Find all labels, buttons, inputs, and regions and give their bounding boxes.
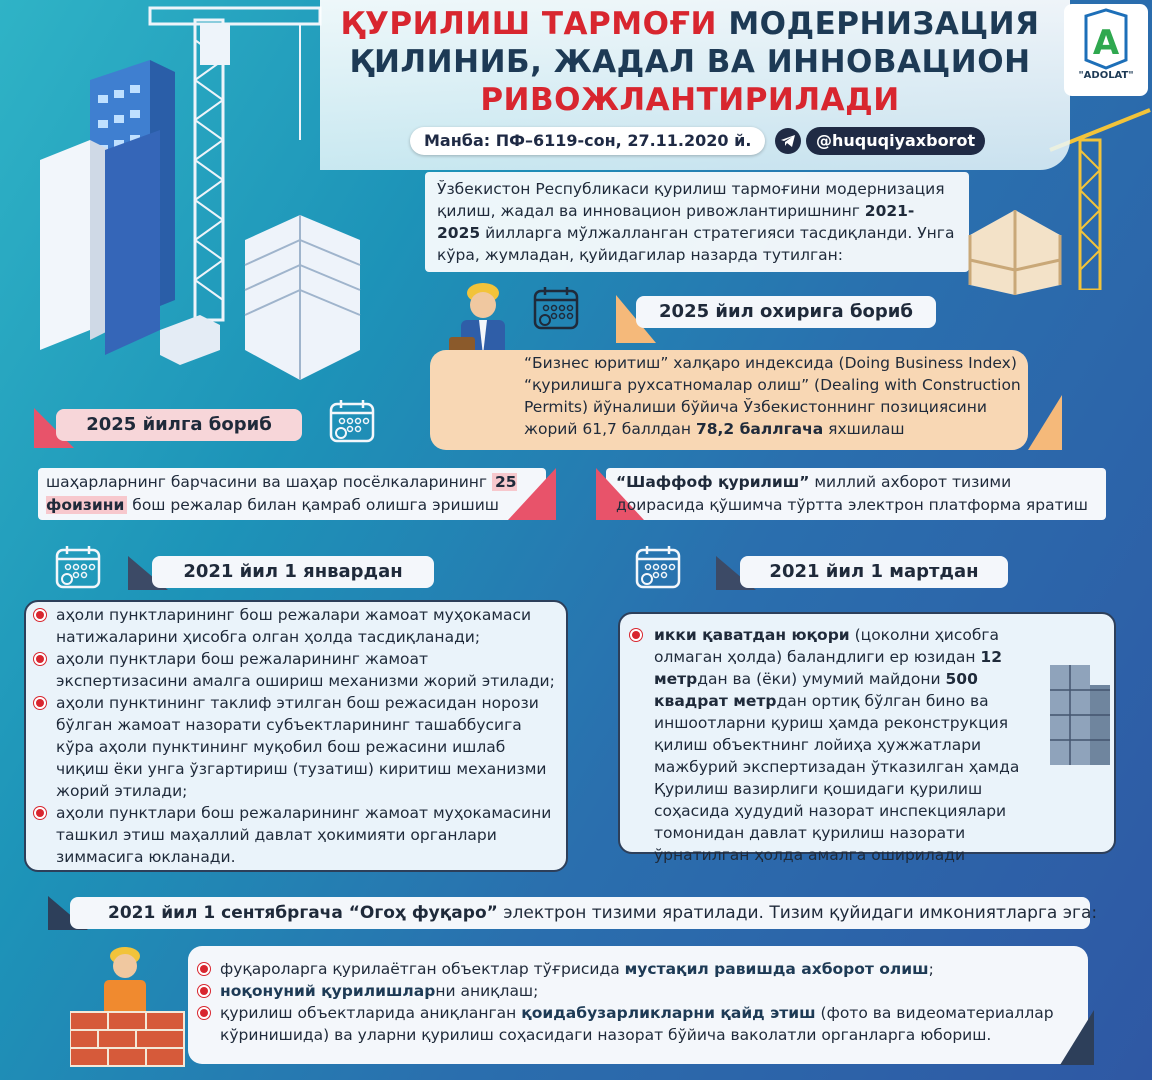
intro-text: [425, 172, 969, 272]
list-item: аҳоли пунктлари бош режаларининг жамоат экспертизасини амалга ошириш механизми жорий этилади;: [34, 648, 562, 692]
title-dark-part: МОДЕРНИЗАЦИЯ: [728, 6, 1040, 42]
sep-item3-post: (фото ва видеоматериаллар кўринишида) ва уларни қурилиш соҳасидаги назорат бўйича ваколатли органларга юбориш.: [220, 1004, 1054, 1044]
logo-name: "ADOLAT": [1078, 70, 1134, 81]
calendar-icon: [54, 544, 102, 590]
logo-emblem-icon: [1064, 4, 1148, 74]
sep-item3-pre: қурилиш объектларида аниқланган: [220, 1004, 522, 1022]
sep-item2-bold: ноқонуний қурилишлар: [220, 982, 436, 1000]
end-2025-label: 2025 йил охирига бориб: [636, 296, 936, 328]
by-2025-highlight: 25 фоизини: [46, 473, 517, 514]
title-red-part: ҚУРИЛИШ ТАРМОҒИ: [340, 6, 718, 42]
sep-2021-list: [198, 958, 1068, 1046]
sep-2021-label: [108, 903, 1098, 923]
intro-part-2: йилларга мўлжалланган стратегияси тасдиқланди. Унга кўра, жумладан, қуйидагилар назарда тутилган:: [437, 224, 955, 264]
by-2025-label: 2025 йилга бориб: [56, 409, 302, 441]
list-item: [198, 980, 1068, 1002]
sep-item1-pre: фуқароларга қурилаётган объектлар тўғрисида: [220, 960, 625, 978]
end-2025-text: [524, 352, 1024, 440]
list-item: аҳоли пунктларининг бош режалари жамоат муҳокамаси натижаларини ҳисобга олган ҳолда тасдиқланади;: [34, 604, 562, 648]
mar-text-2: дан ва (ёки) умумий майдони: [697, 670, 946, 688]
transparent-rest: миллий ахборот тизими доирасида қўшимча тўртта электрон платформа яратиш: [616, 473, 1088, 514]
peach-corner-br: [1028, 395, 1062, 450]
title-line-3: РИВОЖЛАНТИРИЛАДИ: [480, 82, 900, 118]
list-item: аҳоли пунктлари бош режаларининг жамоат муҳокамасини ташкил этиш маҳаллий давлат ҳокимияти органлари зиммасига юкланади.: [34, 802, 562, 868]
list-item: [198, 958, 1068, 980]
building-small-illustration: [1042, 655, 1114, 765]
mar-bold-1: икки қаватдан юқори: [654, 626, 850, 644]
jan-2021-label: 2021 йил 1 январдан: [152, 556, 434, 588]
telegram-link[interactable]: @huquqiyaxborot: [806, 127, 985, 155]
end-2025-text-post: яхшилаш: [823, 420, 905, 438]
mar-text-3: дан ортиқ бўлган бино ва иншоотларни қуриш ҳамда реконструкция қилиш объектнинг лойиҳа ҳужжатлари мажбурий экспертизадан ўтказилган ҳамда Қурилиш вазирлиги қошидаги қурилиш соҳасида ҳудудий назорат инспекциялари томонидан давлат қурилиш назорати ўрнатилган ҳолда амалга оширилади: [654, 692, 1020, 864]
list-item: аҳоли пунктининг таклиф этилган бош режасидан норози бўлган жамоат назорати субъектларининг ташаббусига кўра аҳоли пунктининг муқобил бош режасини ишлаб чиқиш ёки унга ўзгартириш (тузатиш) киритиш механизми жорий этилади;: [34, 692, 562, 802]
by-2025-text-2: бош режалар билан қамраб олишга эришиш: [127, 496, 499, 514]
title-line-2: ҚИЛИНИБ, ЖАДАЛ ВА ИННОВАЦИОН: [349, 44, 1031, 80]
mar-bold-2: 12 метр: [654, 648, 1002, 688]
sep-item3-bold: қоидабузарликларни қайд этиш: [521, 1004, 816, 1022]
adolat-logo: [1064, 4, 1148, 96]
mar-text-1: (цоколни ҳисобга олмаган ҳолда) баландлиги ер юзидан: [654, 626, 1000, 666]
title-line-1: [330, 6, 1050, 42]
end-2025-text-pre: “Бизнес юритиш” халқаро индексида (Doing Business Index) “қурилишга рухсатномалар олиш” (Dealing with Construction Permits) йўналиши бўйича Ўзбекистоннинг позициясини жорий 61,7 баллдан: [524, 354, 1021, 438]
telegram-icon: [775, 128, 801, 154]
sep-item1-bold: мустақил равишда ахборот олиш: [624, 960, 929, 978]
mar-2021-list: [630, 624, 1050, 866]
bricklayer-illustration: [70, 940, 185, 1070]
sep-item1-post: ;: [928, 960, 934, 978]
house-frame-illustration: [965, 185, 1065, 295]
calendar-icon: [634, 544, 682, 590]
end-2025-text-bold: 78,2 баллгача: [695, 420, 824, 438]
calendar-icon: [532, 285, 580, 331]
mar-2021-label: 2021 йил 1 мартдан: [740, 556, 1008, 588]
by-2025-text: [46, 471, 556, 517]
intro-years: 2021-2025: [437, 202, 915, 242]
source-badge: Манба: ПФ–6119-сон, 27.11.2020 й.: [410, 127, 765, 155]
transparent-bold: “Шаффоф қурилиш”: [616, 473, 810, 491]
transparent-text: [616, 471, 1104, 517]
sep-item2-post: ни аниқлаш;: [435, 982, 539, 1000]
calendar-icon: [328, 398, 376, 444]
list-item: [198, 1002, 1068, 1046]
svg-text:A: A: [1092, 23, 1120, 63]
sep-label-bold: 2021 йил 1 сентябргача “Огоҳ фуқаро”: [108, 903, 498, 923]
sep-label-rest: электрон тизими яратилади. Тизим қуйидаги имкониятларга эга:: [497, 903, 1098, 923]
jan-2021-list: [34, 604, 562, 868]
by-2025-text-1: шаҳарларнинг барчасини ва шаҳар посёлкаларининг: [46, 473, 492, 491]
intro-part-1: Ўзбекистон Республикаси қурилиш тармоғини модернизация қилиш, жадал ва инновацион ривожлантиришнинг: [437, 180, 945, 220]
mar-bold-3: 500 квадрат метр: [654, 670, 978, 710]
list-item: [630, 624, 1050, 866]
